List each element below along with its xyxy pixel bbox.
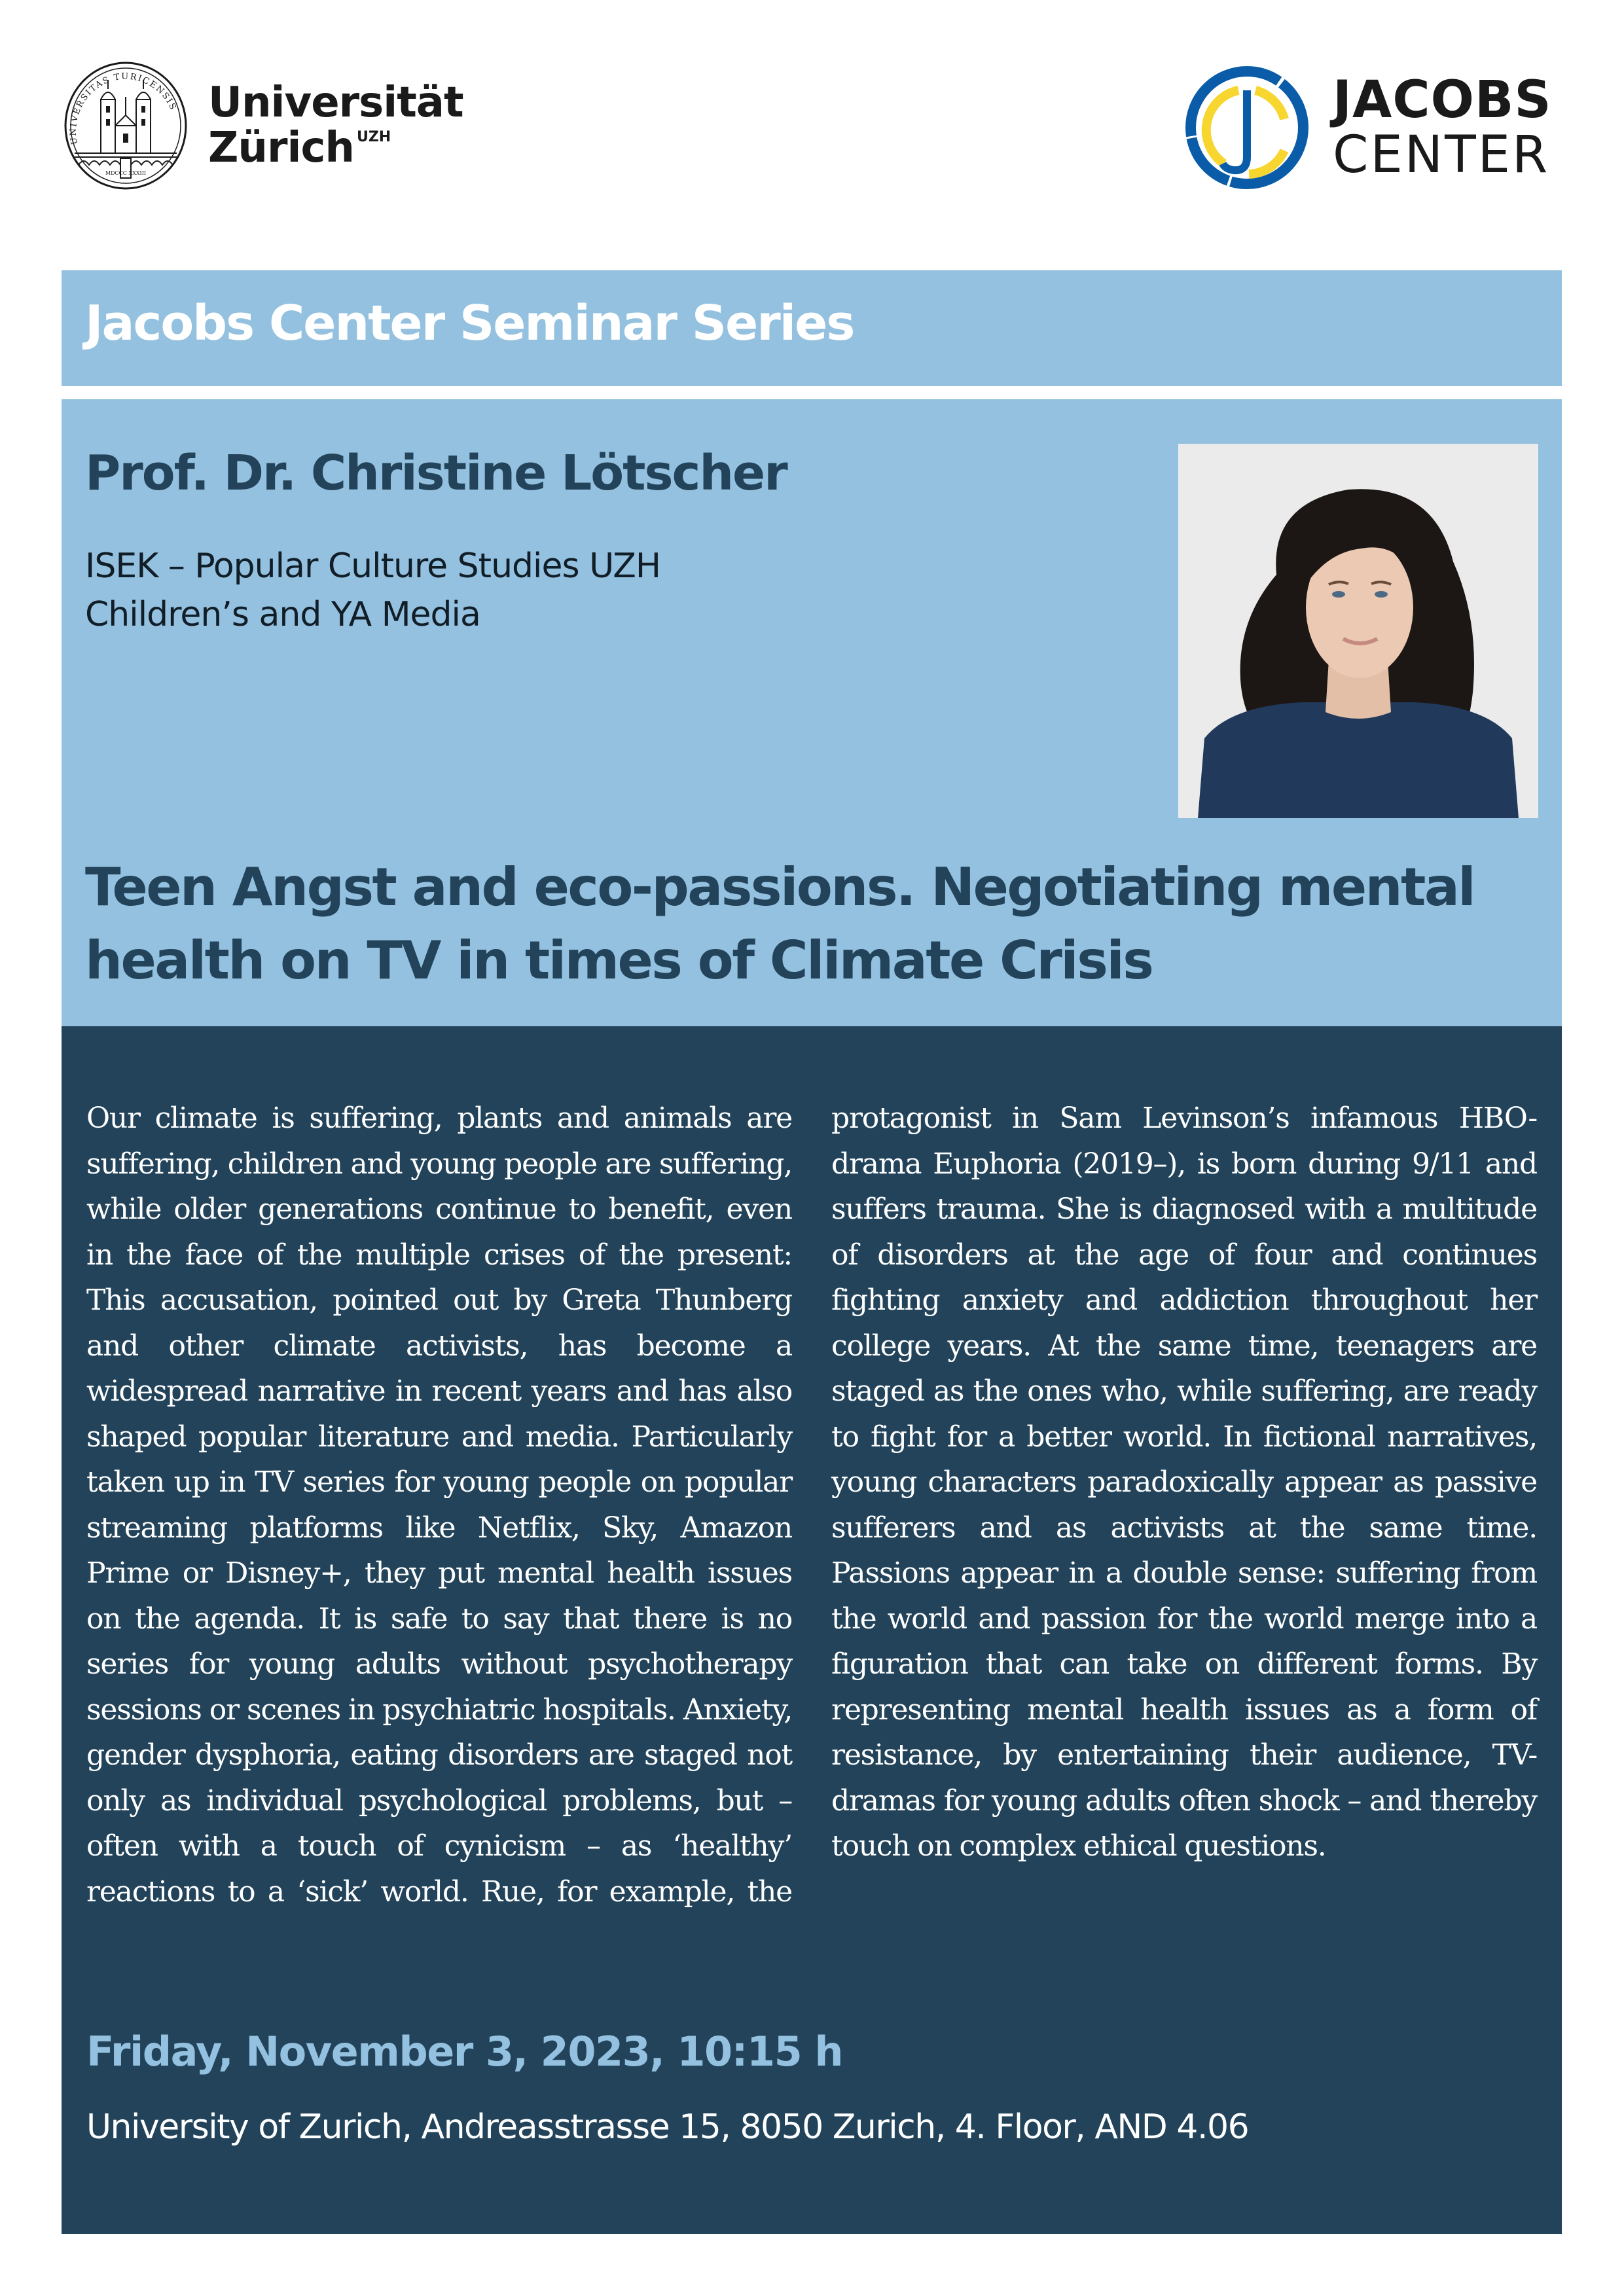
svg-text:MDCCC XXXIII: MDCCC XXXIII [105,170,147,176]
jacobs-center-logo [1178,59,1571,196]
portrait-image [1178,444,1538,818]
affiliation-line: Children’s and YA Media [85,595,480,634]
speaker-name: Prof. Dr. Christine Lötscher [85,445,787,501]
uzh-logo [60,60,466,191]
jacobs-center-emblem-icon [1178,59,1316,196]
speaker-affiliation [85,542,660,639]
uzh-wordmark-line1: Universität [208,78,463,127]
event-venue: University of Zurich, Andreasstrasse 15, 8050 Zurich, 4. Floor, AND 4.06 [86,2108,1249,2147]
affiliation-line: ISEK – Popular Culture Studies UZH [85,547,660,586]
uzh-wordmark-line2 [208,126,463,171]
uzh-superscript: UZH [356,129,391,145]
uzh-seal-icon [60,60,191,191]
series-banner [62,270,1562,386]
talk-title: Teen Angst and eco-passions. Negotiating mental health on TV in times of Climate Crisis [85,857,1475,991]
svg-text:UNIVERSITAS TURICENSIS: UNIVERSITAS TURICENSIS [68,71,179,145]
event-datetime: Friday, November 3, 2023, 10:15 h [86,2028,842,2075]
speaker-photo [1178,444,1538,818]
jacobs-wordmark-line2: CENTER [1333,126,1550,185]
abstract-section [62,1026,1562,2234]
uzh-wordmark-zurich: Zürich [208,124,354,172]
talk-abstract: Our climate is suffering, plants and animals are suffering, children and young people are suffering, while older generations continue to benefit, even in the face of the multiple crises of the present: This accusation, pointed out by Greta Thunberg and other climate activists, has become a widespread narrative in recent years and has also shaped popular literature and media. Particularly taken up in TV series for young people on popular streaming platforms like Netflix, Sky, Amazon Prime or Disney+, they put mental health issues on the agenda. It is safe to say that there is no series for young adults without psychotherapy sessions or scenes in psychiatric hospitals. Anxiety, gender dysphoria, eating disorders are staged not only as individual psychological problems, but – often with a touch of cynicism – as ‘healthy’ reactions to a ‘sick’ world. Rue, for example, the protagonist in Sam Levinson’s infamous HBO-drama Euphoria (2019–), is born during 9/11 and suffers trauma. She is diagnosed with a multitude of disorders at the age of four and continues fighting anxiety and addiction throughout her college years. At the same time, teenagers are staged as the ones who, while suffering, are ready to fight for a better world. In fictional narratives, young characters paradoxically appear as passive sufferers and as activists at the same time. Passions appear in a double sense: suffering from the world and passion for the world merge into a figuration that can take on different forms. By representing mental health issues as a form of resistance, by entertaining their audience, TV-dramas for young adults often shock – and thereby touch on complex ethical questions. [86,1102,1537,1909]
jacobs-center-wordmark [1333,71,1552,185]
series-title: Jacobs Center Seminar Series [85,295,854,351]
uzh-wordmark [208,78,463,172]
speaker-section [62,399,1562,1026]
jacobs-wordmark-line1: JACOBS [1333,71,1552,130]
